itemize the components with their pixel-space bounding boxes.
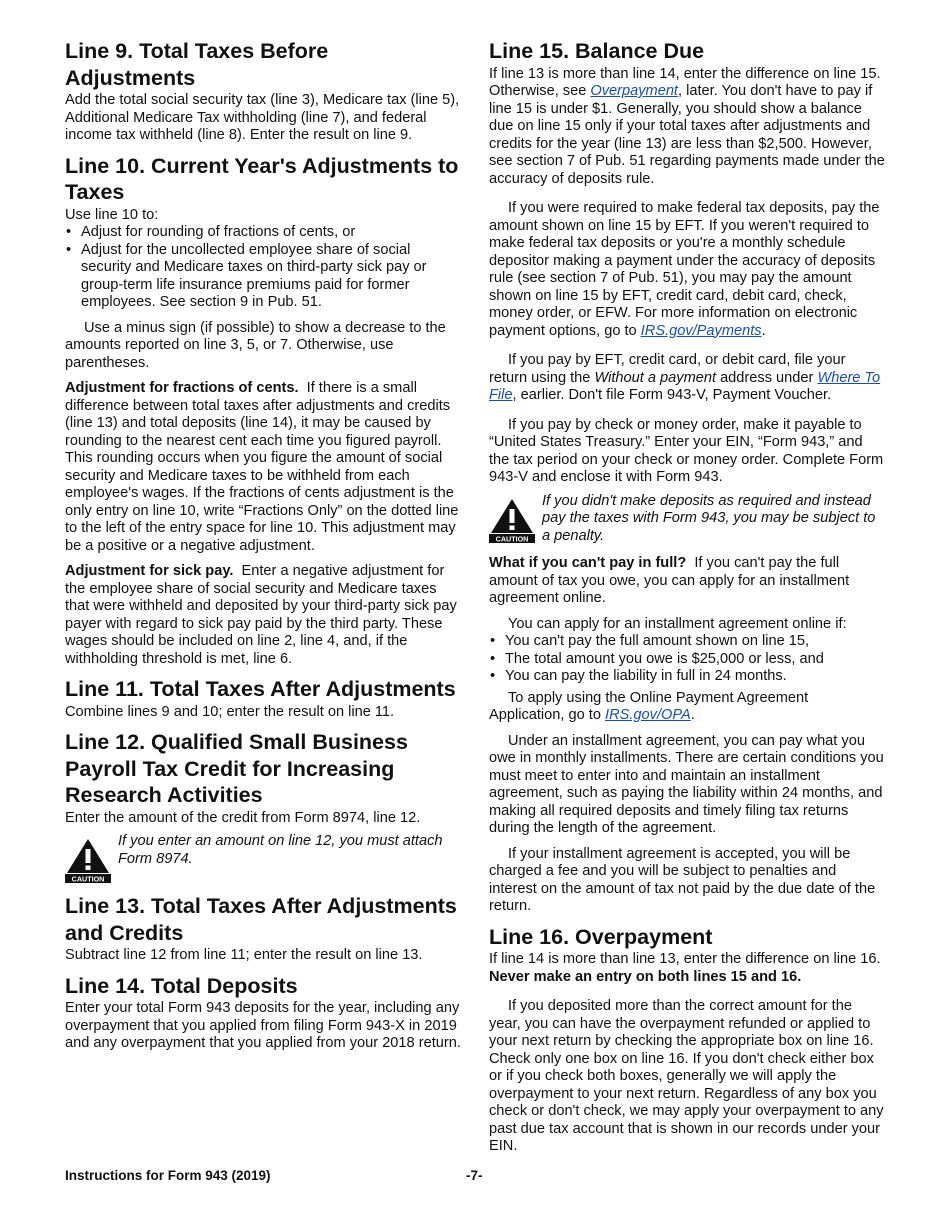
line15-paragraph-1: If line 13 is more than line 14, enter the difference on line 15. Otherwise, see Overpayment, later. You don't have to pay if line 15 is under $1. Generally, you should show a balance due on line 15 only if your total taxes after adjustments and credits for the year (line 13) are less than $2,500. However, see section 7 of Pub. 51 regarding payments made under the accuracy of deposits rule.	[489, 65, 885, 187]
line16-paragraph-1: If line 14 is more than line 13, enter the difference on line 16. Never make an entry on both lines 15 and 16.	[489, 951, 881, 985]
list-item: • Adjust for rounding of fractions of cents, or	[65, 224, 463, 242]
sickpay-runin: Adjustment for sick pay.	[65, 563, 234, 579]
fractions-runin: Adjustment for fractions of cents.	[65, 380, 299, 396]
line15-paragraph-3: If you pay by EFT, credit card, or debit card, file your return using the Without a payment address under Where To File, earlier. Don't file Form 943-V, Payment Voucher.	[489, 352, 881, 403]
caution-icon	[65, 837, 111, 883]
line15-paragraph-2: If you were required to make federal tax deposits, pay the amount shown on line 15 by EFT. If you weren't required to make federal tax deposits or you're a monthly schedule depositor making a payment under the accuracy of deposits rule (see section 7 of Pub. 51), you may pay the amount shown on line 15 by EFT, credit card, debit card, check, money order, or EFW. For more information on electronic payment options, go to IRS.gov/Payments.	[489, 200, 880, 339]
line15-caution	[489, 493, 886, 546]
footer-page-number: -7-	[466, 1168, 483, 1183]
list-item: • Adjust for the uncollected employee share of social security and Medicare taxes on third-party sick pay or group-term life insurance premiums paid for former employees. See section 9 in Pub. 51.	[65, 242, 463, 312]
list-item: • You can't pay the full amount shown on line 15,	[489, 633, 886, 651]
line9-text: Add the total social security tax (line 3), Medicare tax (line 5), Additional Medicare Tax withholding (line 7), and federal income tax withheld (line 8). Enter the result on line 9.	[65, 92, 460, 143]
line12-caution	[65, 833, 463, 883]
irs-opa-link[interactable]: IRS.gov/OPA	[605, 707, 691, 723]
line13-heading: Line 13. Total Taxes After Adjustments and Credits	[65, 894, 457, 945]
caution-icon	[489, 497, 535, 543]
installment-paragraph: Under an installment agreement, you can pay what you owe in monthly installments. There are certain conditions you must meet to enter into and maintain an installment agreement, such as paying the liability within 24 months, and making all required deposits and timely filing tax returns during the length of the agreement.	[489, 732, 884, 836]
line10-bullet-list	[65, 224, 463, 312]
irs-payments-link[interactable]: IRS.gov/Payments	[640, 322, 762, 339]
cantpay-text: If you can't pay the full amount of tax you owe, you can apply for an installment agreement online.	[489, 555, 850, 606]
online-intro: You can apply for an installment agreement online if:	[508, 615, 847, 632]
sickpay-text: Enter a negative adjustment for the employee share of social security and Medicare taxes that were withheld and deposited by your third-party sick pay payer with regard to sick pay paid by the third party. These wages should be included on line 2, line 4, and, if the withholding threshold is met, line 6.	[65, 563, 457, 667]
line11-heading: Line 11. Total Taxes After Adjustments	[65, 677, 456, 701]
fractions-paragraph	[65, 380, 463, 555]
line11-text: Combine lines 9 and 10; enter the result on line 11.	[65, 703, 395, 720]
line10-heading: Line 10. Current Year's Adjustments to Taxes	[65, 153, 459, 204]
line16-paragraph-2: If you deposited more than the correct amount for the year, you can have the overpayment refunded or applied to your next return by checking the appropriate box on line 16. Check only one box on line 16. If you don't check either box or if you check both boxes, generally we will apply the overpayment to your next return. Regardless of any box you check or don't check, we may apply your overpayment to any past due tax account that is shown in our records under your EIN.	[489, 998, 884, 1154]
line10-intro: Use line 10 to:	[65, 206, 159, 223]
list-item: • The total amount you owe is $25,000 or less, and	[489, 651, 886, 669]
footer-form-title: Instructions for Form 943 (2019)	[65, 1168, 271, 1183]
line12-text: Enter the amount of the credit from Form 8974, line 12.	[65, 809, 421, 826]
line14-heading: Line 14. Total Deposits	[65, 973, 298, 998]
line15-paragraph-4: If you pay by check or money order, make it payable to “United States Treasury.” Enter your EIN, “Form 943,” and the tax period on your check or money order. Complete Form 943-V and enclose it with Form 943.	[489, 416, 884, 485]
line15-caution-text: If you didn't make deposits as required and instead pay the taxes with Form 943, you may be subject to a penalty.	[542, 492, 876, 544]
caution-icon-label: CAUTION	[71, 874, 105, 883]
line10-minus-text: Use a minus sign (if possible) to show a decrease to the amounts reported on line 3, 5, or 7. Otherwise, use parentheses.	[65, 319, 446, 371]
line12-caution-text: If you enter an amount on line 12, you must attach Form 8974.	[118, 833, 443, 867]
online-bullet-list	[489, 633, 886, 686]
overpayment-link[interactable]: Overpayment	[590, 83, 678, 99]
accepted-paragraph: If your installment agreement is accepted, you will be charged a fee and you will be subject to penalties and interest on the amount of tax not paid by the due date of the return.	[489, 845, 876, 914]
cantpay-runin: What if you can't pay in full?	[489, 555, 687, 571]
left-column	[65, 38, 463, 1061]
line14-text: Enter your total Form 943 deposits for the year, including any overpayment that you applied from filing Form 943-X in 2019 and any overpayment that you applied from your 2018 return.	[65, 1000, 461, 1051]
line9-heading: Line 9. Total Taxes Before Adjustments	[65, 39, 329, 90]
opa-paragraph: To apply using the Online Payment Agreement Application, go to IRS.gov/OPA.	[489, 689, 809, 723]
where-to-file-link[interactable]: Where To File	[489, 369, 881, 403]
list-item: • You can pay the liability in full in 24 months.	[489, 668, 886, 686]
line16-never-text: Never make an entry on both lines 15 and 16.	[489, 968, 802, 985]
cantpay-paragraph	[489, 555, 886, 608]
line12-heading: Line 12. Qualified Small Business Payroll Tax Credit for Increasing Research Activities	[65, 730, 408, 807]
right-column	[489, 38, 886, 1164]
line15-heading: Line 15. Balance Due	[489, 39, 705, 63]
line16-heading: Line 16. Overpayment	[489, 924, 713, 949]
line13-text: Subtract line 12 from line 11; enter the result on line 13.	[65, 947, 423, 963]
caution-icon-label: CAUTION	[495, 533, 529, 543]
sickpay-paragraph	[65, 563, 463, 668]
fractions-text: If there is a small difference between total taxes after adjustments and credits (line 13) and total deposits (line 14), it may be caused by rounding to the nearest cent each time you figured payroll. This rounding occurs when you figure the amount of social security and Medicare taxes to be withheld from each employee's wages. If the fractions of cents adjustment is the only entry on line 10, write “Fractions Only” on the dotted line to the left of the entry space for line 10. This adjustment may be a positive or a negative adjustment.	[65, 380, 459, 554]
